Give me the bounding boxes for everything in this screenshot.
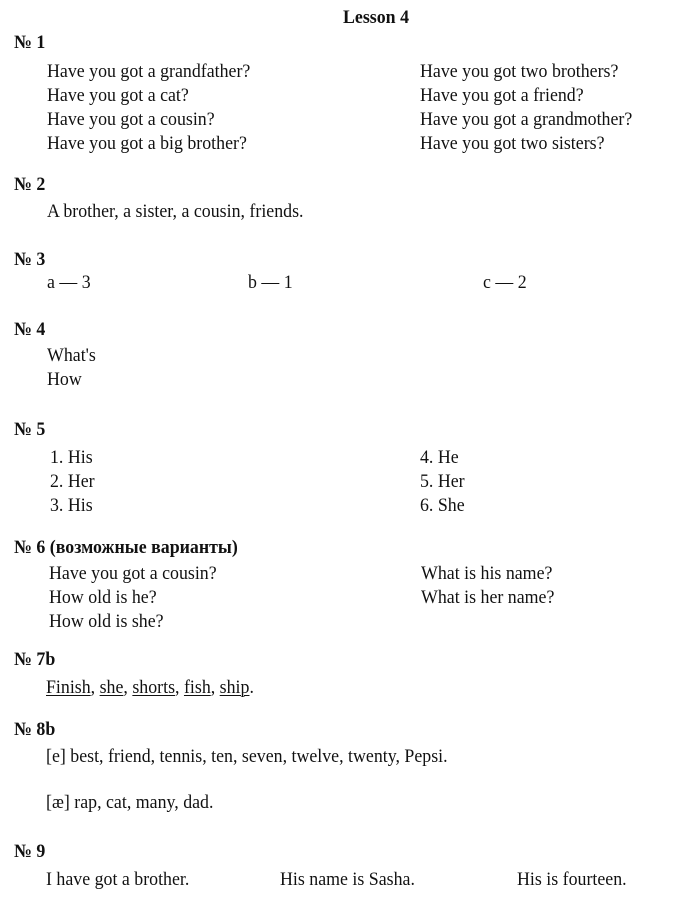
- list-item: What's: [47, 345, 96, 366]
- exercise-9-label: № 9: [14, 841, 46, 862]
- page-title: Lesson 4: [343, 7, 410, 28]
- list-item: His is fourteen.: [517, 869, 627, 890]
- list-item: How: [47, 369, 82, 390]
- separator: ,: [210, 677, 220, 698]
- underlined-word: she: [99, 677, 124, 698]
- list-item: 4. He: [420, 447, 459, 468]
- list-item: 5. Her: [420, 471, 465, 492]
- underlined-word: shorts: [132, 677, 176, 698]
- list-item: Have you got a friend?: [420, 85, 584, 106]
- exercise-7-label: № 7b: [14, 649, 56, 670]
- underlined-word: Finish: [46, 677, 91, 698]
- separator: ,: [175, 677, 184, 698]
- list-item: What is his name?: [421, 563, 553, 584]
- list-item: [e] best, friend, tennis, ten, seven, twelve, twenty, Pepsi.: [46, 746, 448, 767]
- list-item: b — 1: [248, 272, 293, 293]
- list-item: 2. Her: [50, 471, 95, 492]
- exercise-2-label: № 2: [14, 174, 46, 195]
- list-item: What is her name?: [421, 587, 555, 608]
- list-item: Have you got a cousin?: [47, 109, 215, 130]
- list-item: Have you got two sisters?: [420, 133, 605, 154]
- list-item: [æ] rap, cat, many, dad.: [46, 792, 214, 813]
- list-item: Have you got a grandmother?: [420, 109, 633, 130]
- list-item: Have you got a cousin?: [49, 563, 217, 584]
- underlined-word: ship: [219, 677, 250, 698]
- list-item: I have got a brother.: [46, 869, 190, 890]
- separator: ,: [90, 677, 100, 698]
- exercise-8-label: № 8b: [14, 719, 56, 740]
- separator: ,: [123, 677, 133, 698]
- list-item: a — 3: [47, 272, 91, 293]
- exercise-2-text: A brother, a sister, a cousin, friends.: [47, 201, 304, 222]
- list-item: Have you got two brothers?: [420, 61, 619, 82]
- list-item: Have you got a cat?: [47, 85, 189, 106]
- exercise-4-label: № 4: [14, 319, 46, 340]
- list-item: How old is he?: [49, 587, 157, 608]
- exercise-3-label: № 3: [14, 249, 46, 270]
- list-item: 1. His: [50, 447, 93, 468]
- exercise-1-label: № 1: [14, 32, 46, 53]
- exercise-7-text: [46, 676, 254, 700]
- list-item: Have you got a grandfather?: [47, 61, 251, 82]
- list-item: How old is she?: [49, 611, 164, 632]
- list-item: c — 2: [483, 272, 527, 293]
- period: .: [249, 677, 254, 698]
- list-item: 6. She: [420, 495, 465, 516]
- exercise-5-label: № 5: [14, 419, 46, 440]
- list-item: 3. His: [50, 495, 93, 516]
- list-item: Have you got a big brother?: [47, 133, 247, 154]
- exercise-6-label: № 6 (возможные варианты): [14, 537, 238, 558]
- list-item: His name is Sasha.: [280, 869, 415, 890]
- underlined-word: fish: [183, 677, 211, 698]
